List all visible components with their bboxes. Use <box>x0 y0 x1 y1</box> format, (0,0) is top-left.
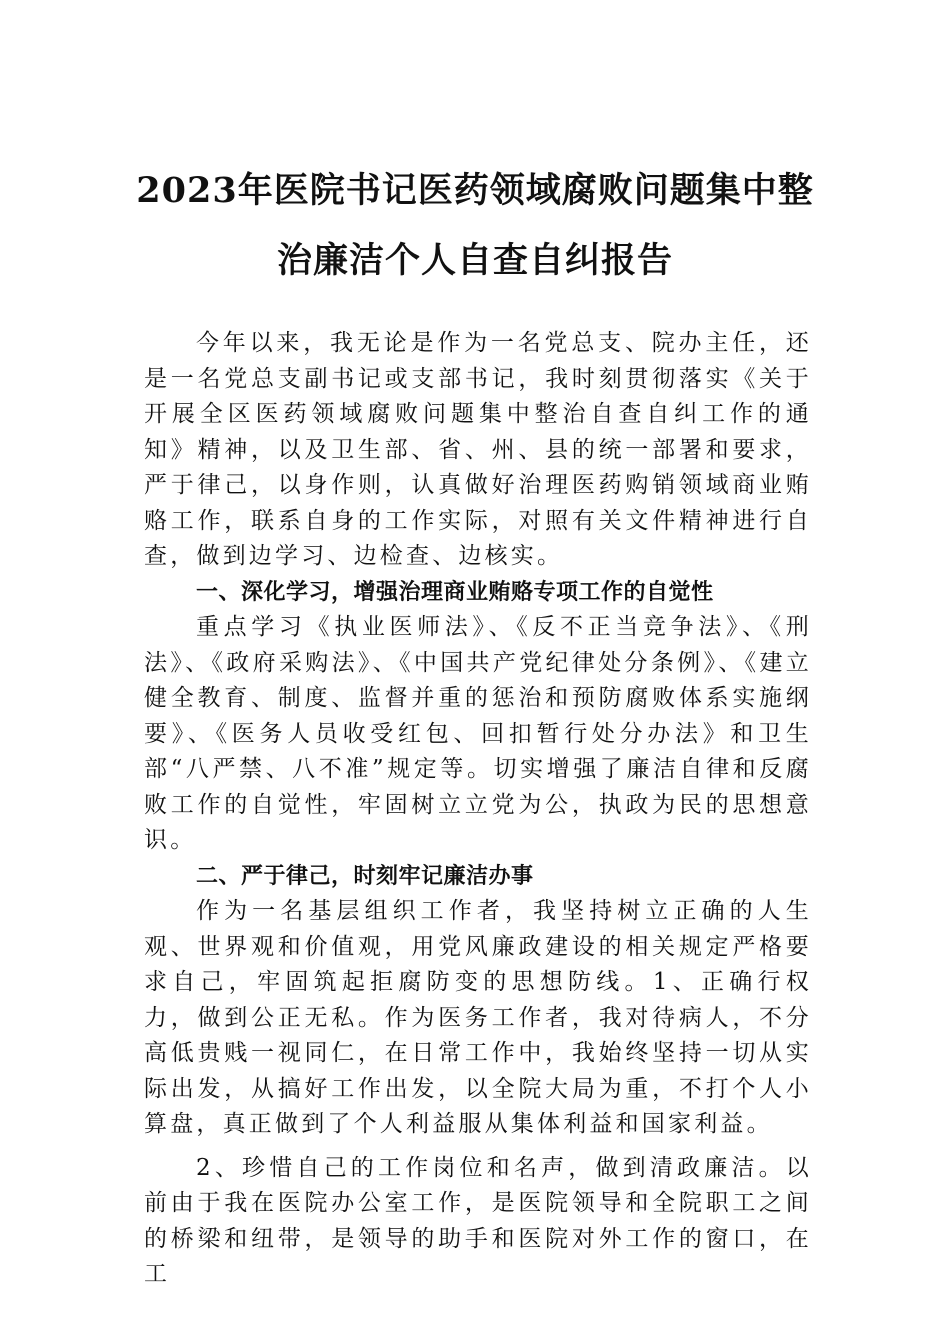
document-title-line-2: 治廉洁个人自查自纠报告 <box>276 240 673 281</box>
document-body <box>144 326 812 1293</box>
section-1-paragraph: 重点学习《执业医师法》、《反不正当竞争法》、《刑法》、《政府采购法》、《中国共产党纪律处分条例》、《建立健全教育、制度、监督并重的惩治和预防腐败体系实施纲要》、《医务人员收受红包、回扣暂行处分办法》和卫生部“八严禁、八不准”规定等。切实增强了廉洁自律和反腐败工作的自觉性，牢固树立立党为公，执政为民的思想意识。 <box>144 614 812 853</box>
section-heading-1: 一、深化学习，增强治理商业贿赂专项工作的自觉性 <box>196 579 714 605</box>
section-2-paragraph-continued: 2、珍惜自己的工作岗位和名声，做到清政廉洁。以前由于我在医院办公室工作，是医院领导和全院职工之间的桥梁和纽带，是领导的助手和医院对外工作的窗口，在工 <box>144 1154 812 1287</box>
section-heading-2: 二、严于律己，时刻牢记廉洁办事 <box>196 863 534 889</box>
intro-paragraph: 今年以来，我无论是作为一名党总支、院办主任，还是一名党总支副书记或支部书记，我时刻贯彻落实《关于开展全区医药领域腐败问题集中整治自查自纠工作的通知》精神，以及卫生部、省、州、县的统一部署和要求，严于律己，以身作则，认真做好治理医药购销领域商业贿赂工作，联系自身的工作实际，对照有关文件精神进行自查，做到边学习、边检查、边核实。 <box>144 330 812 569</box>
document-title-line-1: 2023年医院书记医药领域腐败问题集中整 <box>136 170 814 211</box>
section-2-paragraph: 作为一名基层组织工作者，我坚持树立正确的人生观、世界观和价值观，用党风廉政建设的相关规定严格要求自己，牢固筑起拒腐防变的思想防线。1、正确行权力，做到公正无私。作为医务工作者，我对待病人，不分高低贵贱一视同仁，在日常工作中，我始终坚持一切从实际出发，从搞好工作出发，以全院大局为重，不打个人小算盘，真正做到了个人利益服从集体利益和国家利益。 <box>144 898 812 1137</box>
